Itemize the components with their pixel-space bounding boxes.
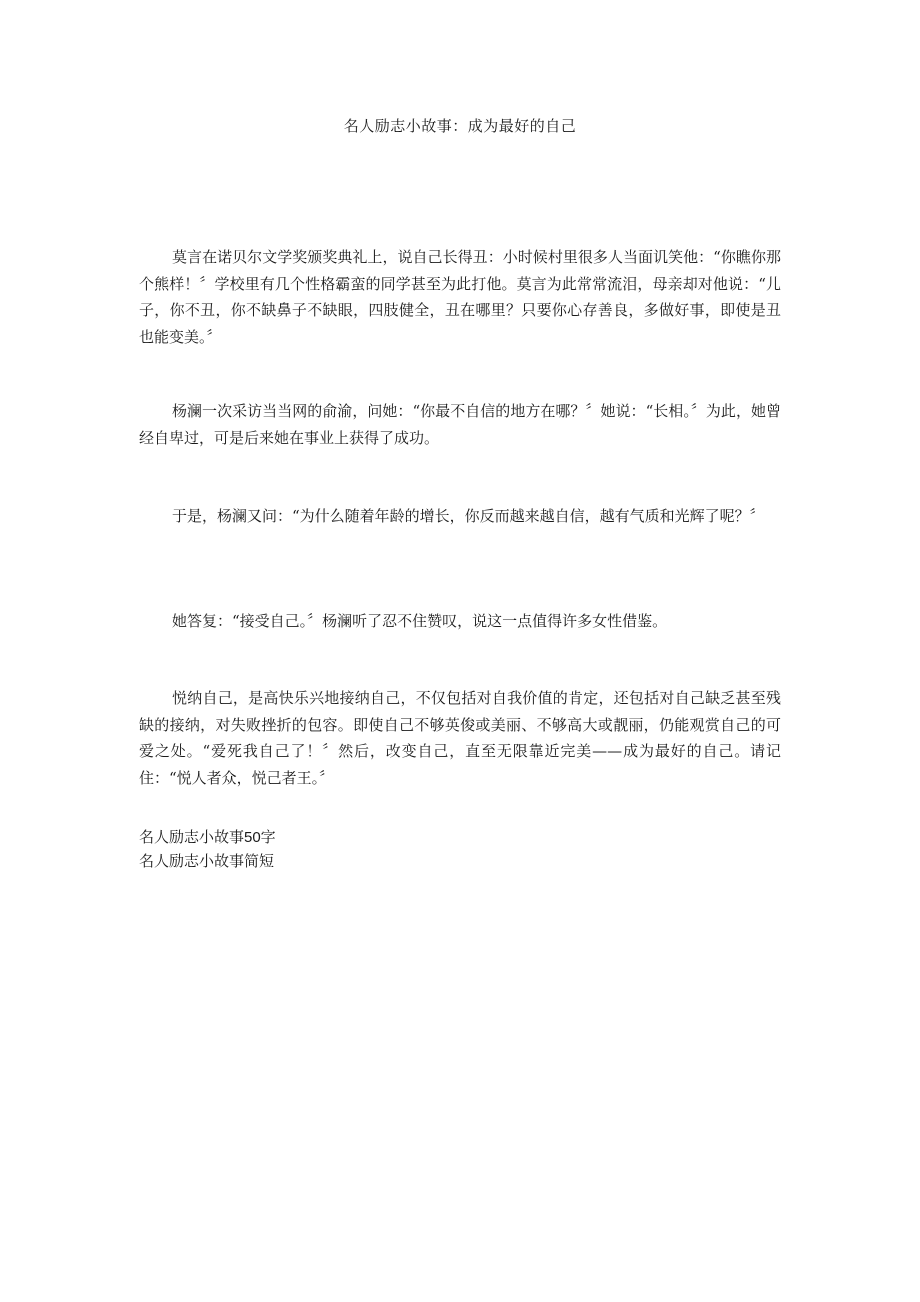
related-links [139, 826, 276, 874]
paragraph-1: 莫言在诺贝尔文学奖颁奖典礼上，说自己长得丑：小时候村里很多人当面讥笑他：“你瞧你那个熊样！〞学校里有几个性格霸蛮的同学甚至为此打他。莫言为此常常流泪，母亲却对他说：“儿子，你不丑，你不缺鼻子不缺眼，四肢健全，丑在哪里？只要你心存善良，多做好事，即使是丑也能变美。〞 [139, 248, 781, 346]
paragraph-4: 她答复：“接受自己。〞杨澜听了忍不住赞叹，说这一点值得许多女性借鉴。 [172, 612, 668, 630]
paragraph-2: 杨澜一次采访当当网的俞渝，问她：“你最不自信的地方在哪？〞她说：“长相。〞为此，她曾经自卑过，可是后来她在事业上获得了成功。 [139, 402, 781, 447]
paragraph-3: 于是，杨澜又问：“为什么随着年龄的增长，你反而越来越自信，越有气质和光辉了呢？〞 [172, 507, 765, 525]
document-title: 名人励志小故事：成为最好的自己 [343, 117, 577, 135]
paragraph-5: 悦纳自己，是高快乐兴地接纳自己，不仅包括对自我价值的肯定，还包括对自己缺乏甚至残缺的接纳，对失败挫折的包容。即使自己不够英俊或美丽、不够高大或靓丽，仍能观赏自己的可爱之处。“爱死我自己了！〞然后，改变自己，直至无限靠近完美——成为最好的自己。请记住：“悦人者众，悦己者王。〞 [139, 689, 781, 787]
related-link-short[interactable]: 名人励志小故事简短 [139, 853, 275, 870]
related-link-50-chars[interactable]: 名人励志小故事50字 [139, 829, 276, 846]
